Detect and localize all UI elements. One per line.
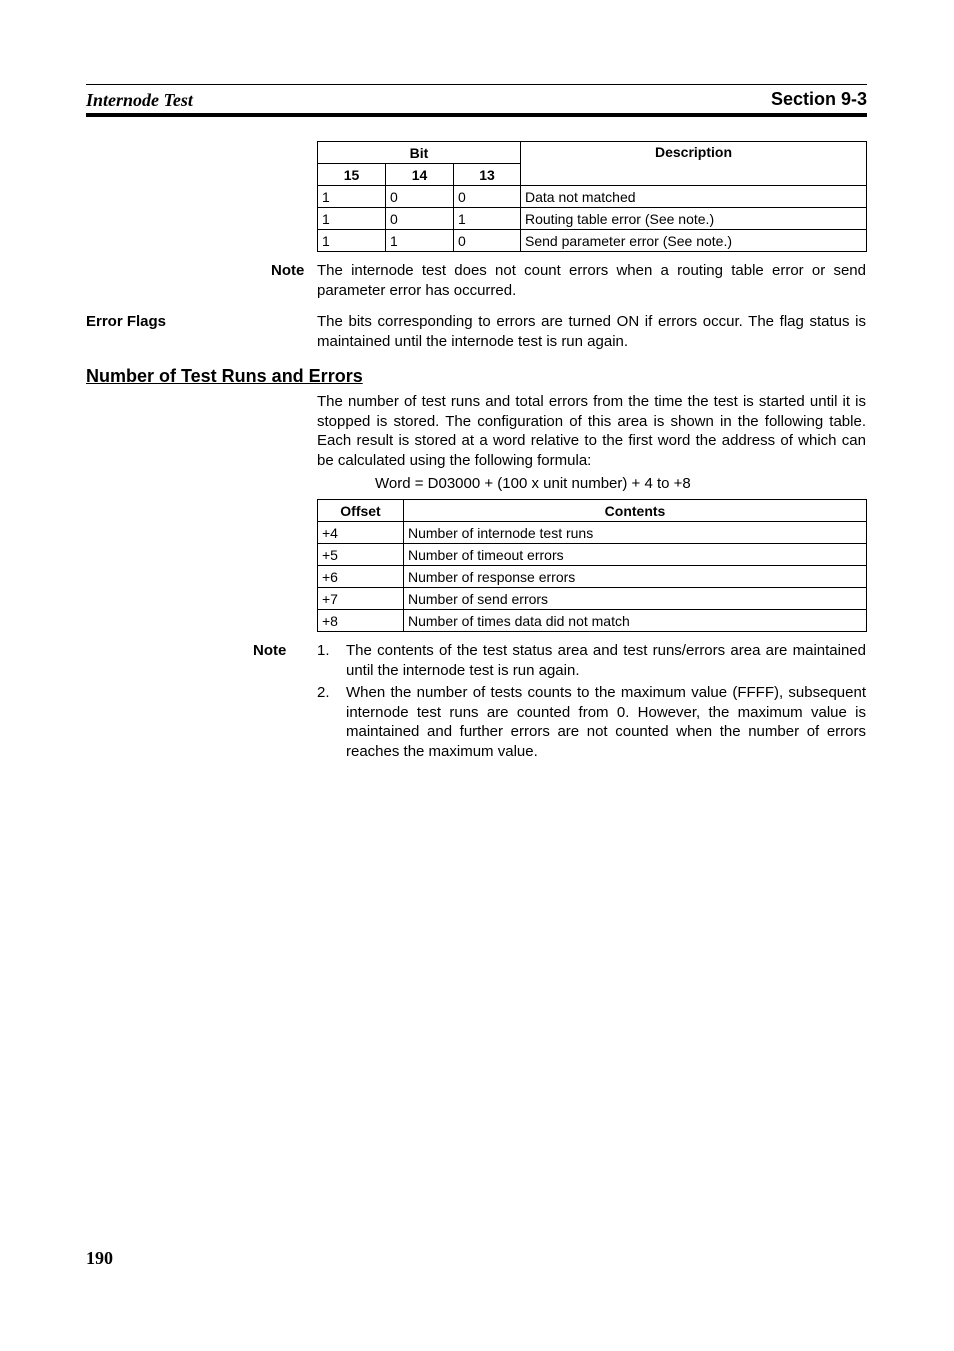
list-text: The contents of the test status area and test runs/errors area are maintained until the internode test is run again. [346,642,866,679]
contents-cell: Number of response errors [404,566,867,588]
bit-status-table [317,141,867,252]
table-row [318,230,867,252]
address-formula: Word = D03000 + (100 x unit number) + 4 to +8 [375,475,691,492]
table-row [318,588,867,610]
note-label: Note [271,262,305,279]
description-header: Description [521,142,867,186]
contents-cell: Number of times data did not match [404,610,867,632]
bit-15-header: 15 [318,164,386,186]
contents-cell: Number of timeout errors [404,544,867,566]
bit-14-cell: 1 [386,230,454,252]
description-cell: Send parameter error (See note.) [521,230,867,252]
bit-15-cell: 1 [318,186,386,208]
note-text: The internode test does not count errors when a routing table error or send parameter error has occurred. [317,262,866,299]
offset-cell: +8 [318,610,404,632]
bit-14-header: 14 [386,164,454,186]
offset-header: Offset [318,500,404,522]
table-row [318,522,867,544]
offset-table [317,499,867,632]
error-flags-label: Error Flags [86,313,167,330]
chapter-title: Internode Test [86,90,193,110]
page-number: 190 [86,1248,113,1268]
offset-cell: +5 [318,544,404,566]
list-number: 2. [317,684,330,701]
bit-header: Bit [318,142,521,164]
description-cell: Routing table error (See note.) [521,208,867,230]
bit-13-header: 13 [454,164,521,186]
error-flags-text: The bits corresponding to errors are turned ON if errors occur. The flag status is maintained until the internode test is run again. [317,313,866,350]
table-row [318,610,867,632]
note-label: Note [253,642,287,659]
table-row [318,544,867,566]
contents-header: Contents [404,500,867,522]
bit-13-cell: 0 [454,186,521,208]
table-row [318,208,867,230]
offset-cell: +6 [318,566,404,588]
list-item [317,683,866,761]
list-number: 1. [317,642,330,659]
section-label: Section 9-3 [770,89,867,109]
note-list-container [317,641,866,764]
note-list [317,641,866,761]
contents-cell: Number of send errors [404,588,867,610]
offset-cell: +7 [318,588,404,610]
table-row [318,186,867,208]
section-heading: Number of Test Runs and Errors [86,366,363,386]
description-cell: Data not matched [521,186,867,208]
list-item [317,641,866,680]
bit-13-cell: 1 [454,208,521,230]
header-top-rule [86,84,867,85]
runs-paragraph: The number of test runs and total errors from the time the test is started until it is stopped is stored. The configuration of this area is shown in the following table. Each result is stored at a word relative to the first word the address of which can be calculated using the following formula: [317,393,866,469]
bit-13-cell: 0 [454,230,521,252]
header-bottom-rule [86,113,867,117]
offset-cell: +4 [318,522,404,544]
bit-15-cell: 1 [318,230,386,252]
bit-14-cell: 0 [386,186,454,208]
bit-14-cell: 0 [386,208,454,230]
bit-15-cell: 1 [318,208,386,230]
contents-cell: Number of internode test runs [404,522,867,544]
table-row [318,566,867,588]
list-text: When the number of tests counts to the maximum value (FFFF), subsequent internode test runs are counted from 0. However, the maximum value is maintained and further errors are not counted when the number of errors reaches the maximum value. [346,684,866,760]
